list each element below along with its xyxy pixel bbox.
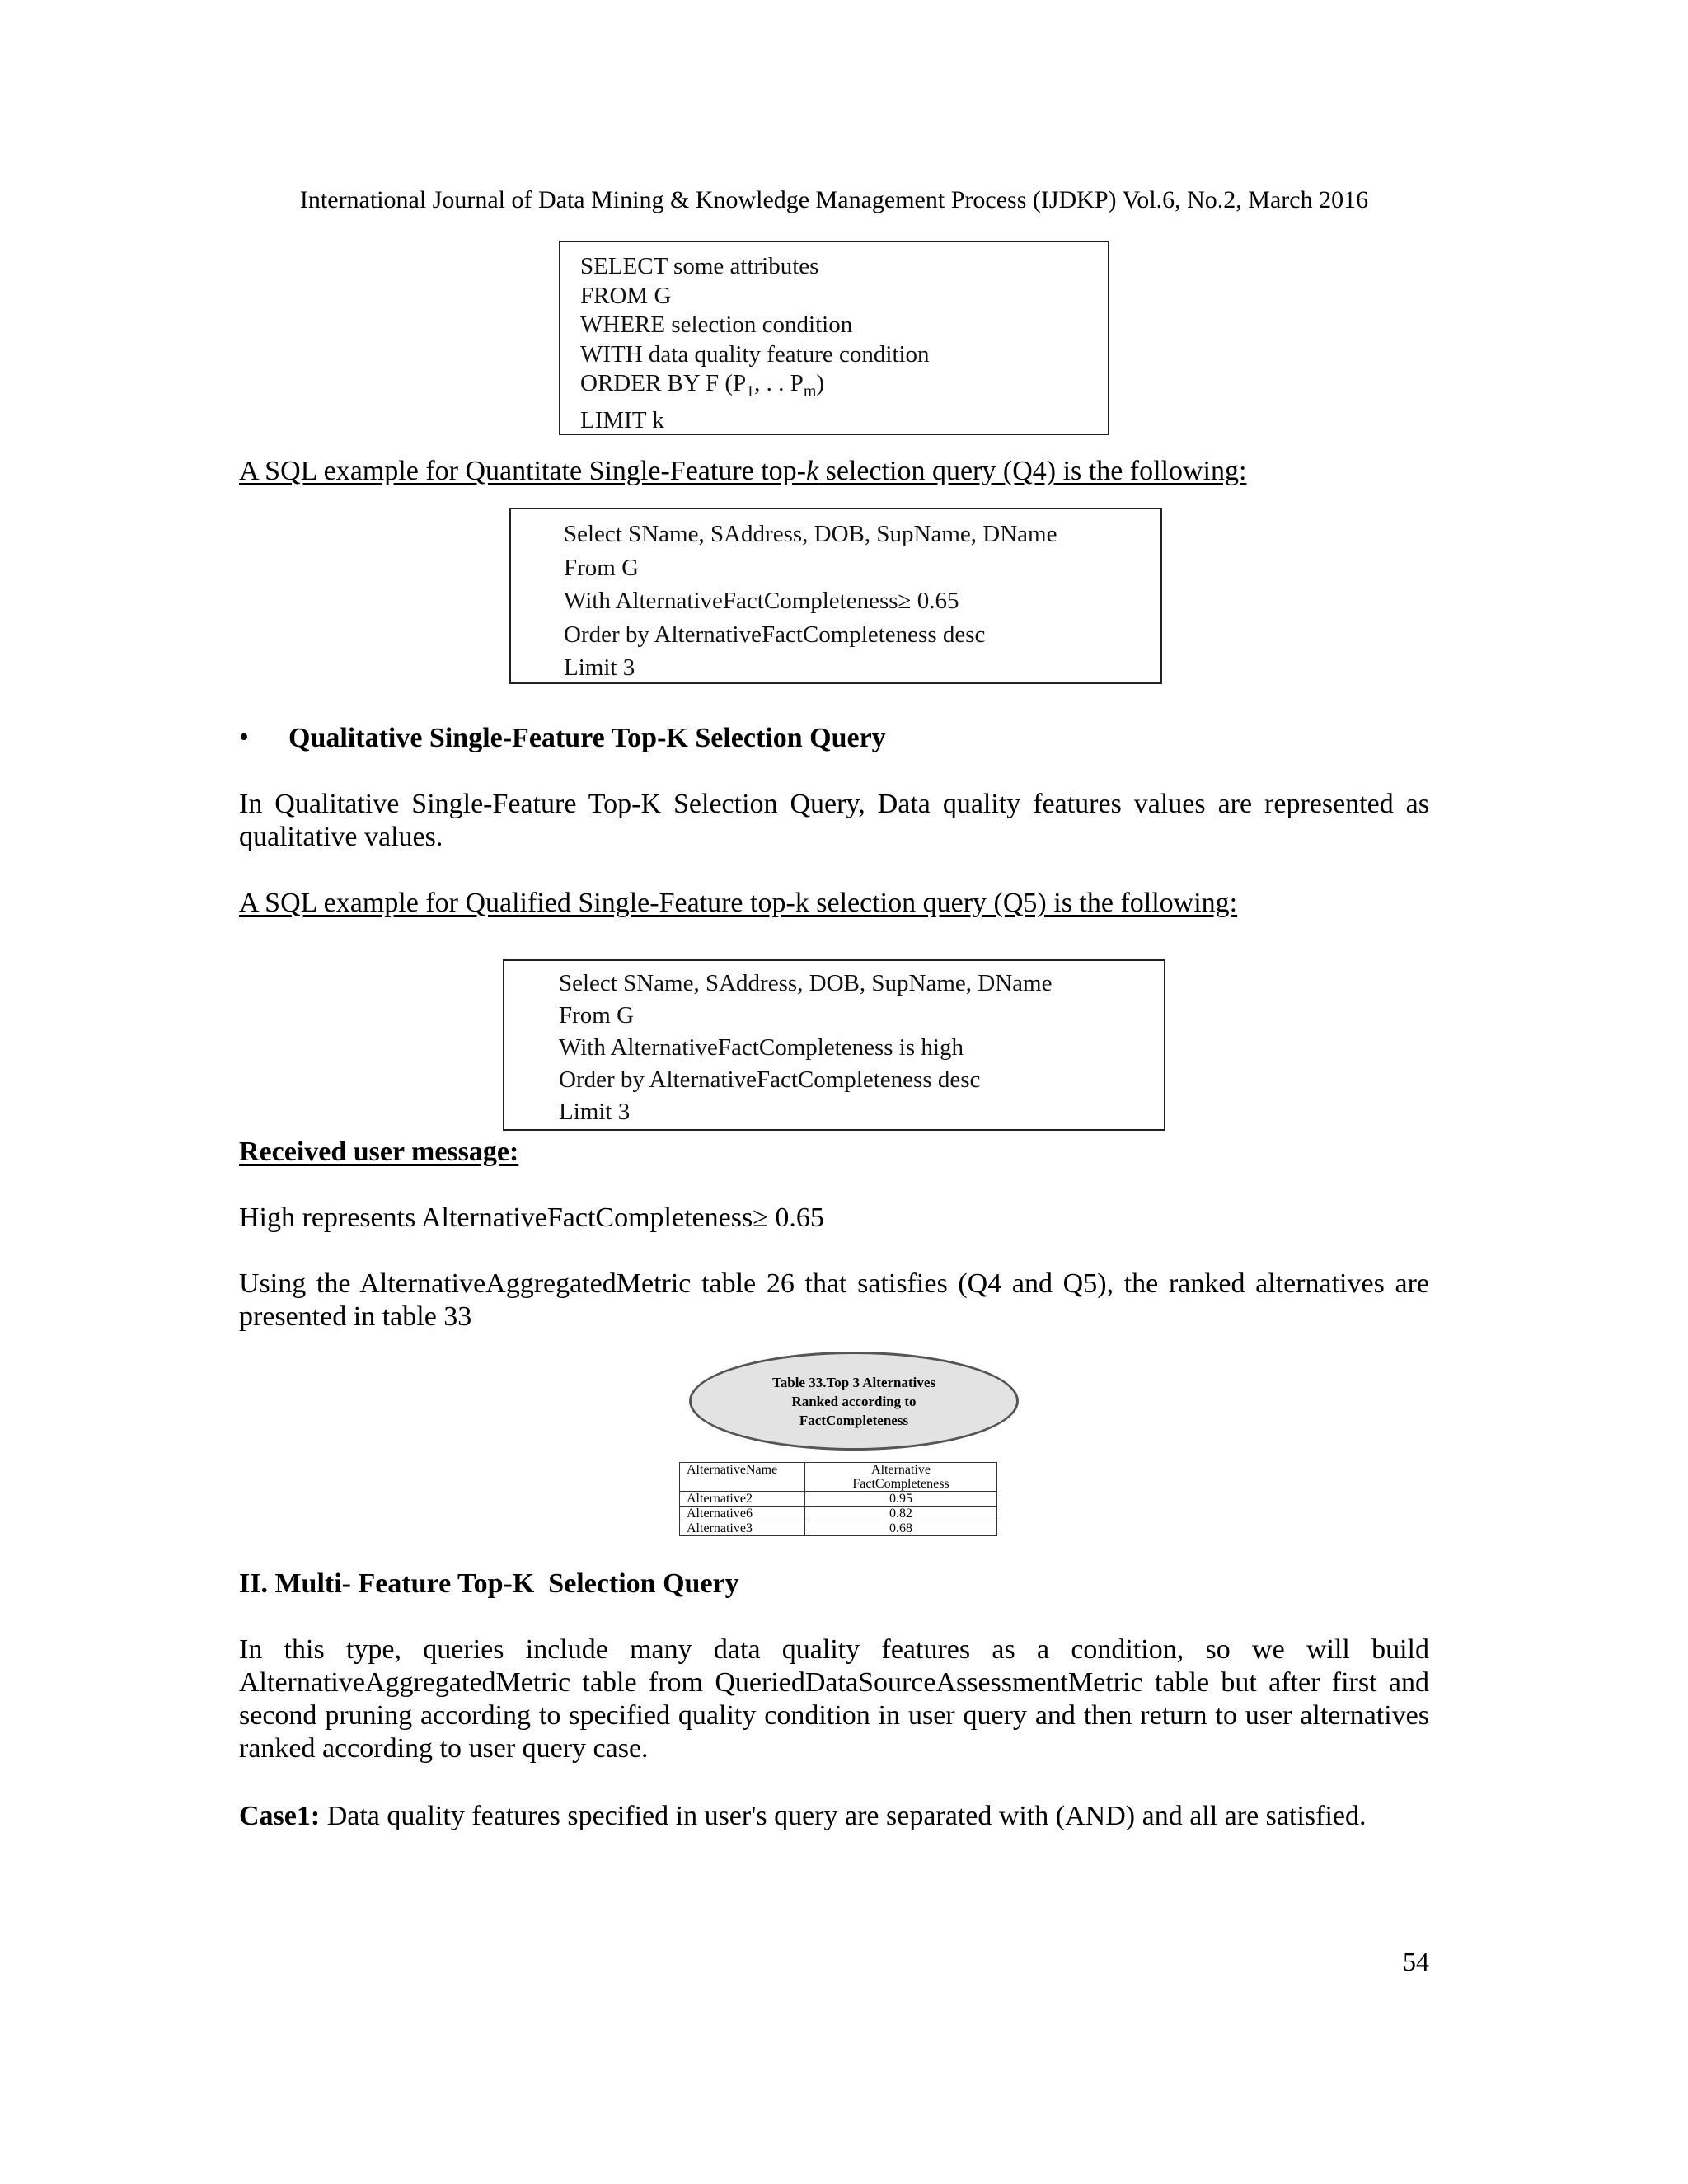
caption-line: Ranked according to — [791, 1393, 917, 1409]
q5-query-box — [503, 959, 1165, 1131]
alternative-name-cell: Alternative2 — [680, 1492, 805, 1507]
case1-paragraph — [239, 1800, 1429, 1833]
general-query-box — [559, 241, 1109, 435]
query-line-from: FROM G — [580, 282, 672, 309]
running-header: International Journal of Data Mining & Knowledge Management Process (IJDKP) Vol.6, No.2, March 2016 — [299, 186, 1369, 213]
alternative-name-cell: Alternative6 — [680, 1507, 805, 1521]
page-number: 54 — [1403, 1947, 1429, 1976]
q4-line: From G — [564, 554, 640, 581]
case1-text: Data quality features specified in user's query are separated with (AND) and all are satisfied. — [320, 1801, 1367, 1831]
q4-intro: A SQL example for Quantitate Single-Feature top-k selection query (Q4) is the following: — [239, 456, 1247, 486]
query-line-where: WHERE selection condition — [580, 312, 853, 338]
case1-label: Case1: — [239, 1801, 321, 1831]
table-33 — [679, 1462, 997, 1536]
query-line-select: SELECT some attributes — [580, 253, 819, 279]
q4-line: With AlternativeFactCompleteness≥ 0.65 — [564, 588, 959, 614]
bullet-heading: Qualitative Single-Feature Top-K Selection Query — [288, 723, 886, 753]
completeness-cell: 0.82 — [805, 1507, 997, 1521]
caption-line: Table 33.Top 3 Alternatives — [771, 1374, 936, 1390]
completeness-cell: 0.95 — [805, 1492, 997, 1507]
table-header-row — [680, 1463, 997, 1492]
table-row — [680, 1507, 997, 1521]
using-paragraph: Using the AlternativeAggregatedMetric table 26 that satisfies (Q4 and Q5), the ranked alternatives are presented in table 33 — [239, 1268, 1429, 1332]
query-line-order-by: ORDER BY F ($P_1$, . . $P_m$) — [580, 370, 825, 401]
multi-feature-paragraph: In this type, queries include many data quality features as a condition, so we will build AlternativeAggregatedMetric table from QueriedDataSourceAssessmentMetric table but after first and second pruning according to specified quality condition in user query and then return to user alternatives ranked according to user query case. — [239, 1634, 1429, 1764]
completeness-cell: 0.68 — [805, 1521, 997, 1536]
table-row — [680, 1492, 997, 1507]
q5-line: Limit 3 — [559, 1099, 631, 1125]
q5-intro: A SQL example for Qualified Single-Feature top-k selection query (Q5) is the following: — [239, 888, 1238, 918]
q5-line: Order by AlternativeFactCompleteness desc — [559, 1066, 981, 1093]
q4-query-box — [509, 508, 1162, 684]
q5-line: Select SName, SAddress, DOB, SupName, DName — [559, 970, 1053, 996]
qualitative-paragraph: In Qualitative Single-Feature Top-K Selection Query, Data quality features values are represented as qualitative values. — [239, 789, 1429, 852]
q5-line: From G — [559, 1002, 635, 1029]
query-line-with: WITH data quality feature condition — [580, 340, 930, 368]
q4-line: Limit 3 — [564, 654, 635, 681]
high-definition-line: High represents AlternativeFactCompleteness≥ 0.65 — [239, 1202, 824, 1233]
bullet-icon: • — [239, 722, 249, 752]
multi-feature-heading: II. Multi- Feature Top-K Selection Query — [239, 1568, 739, 1599]
received-message-heading: Received user message: — [239, 1137, 519, 1167]
table-33-caption — [689, 1352, 1019, 1451]
column-header-completeness: Alternative FactCompleteness — [805, 1463, 997, 1492]
q4-line: Select SName, SAddress, DOB, SupName, DName — [564, 521, 1057, 547]
q5-line: With AlternativeFactCompleteness is high — [559, 1034, 964, 1061]
table-row — [680, 1521, 997, 1536]
query-line-limit: LIMIT k — [580, 407, 664, 434]
caption-line: FactCompleteness — [799, 1412, 909, 1428]
alternative-name-cell: Alternative3 — [680, 1521, 805, 1536]
q4-line: Order by AlternativeFactCompleteness desc — [564, 621, 986, 648]
column-header-name: AlternativeName — [680, 1463, 805, 1492]
